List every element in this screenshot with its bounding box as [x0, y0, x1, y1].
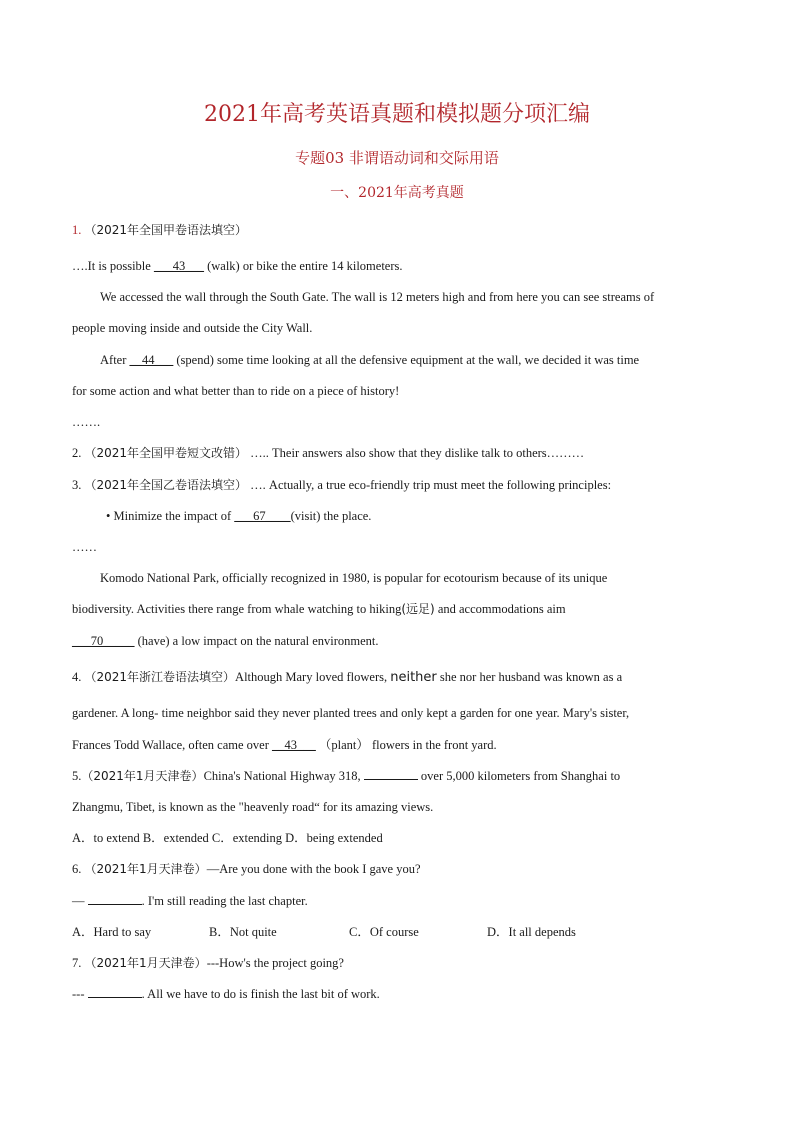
answer-blank-43[interactable]: ___43___	[153, 259, 204, 273]
question-2: 2. （2021年全国甲卷短文改错） ….. Their answers also show that they dislike talk to others………	[72, 446, 585, 460]
question-1-line: people moving inside and outside the City Wall.	[72, 321, 313, 335]
question-3: 3. （2021年全国乙卷语法填空） …. Actually, a true eco-friendly trip must meet the following principles:	[72, 478, 612, 492]
question-3-bullet: • Minimize the impact of ___67____(visit) the place.	[106, 509, 372, 523]
question-3-line: biodiversity. Activities there range from whale watching to hiking(远足) and accommodations aim	[72, 602, 566, 616]
ellipsis: …….	[72, 415, 101, 429]
question-5: 5.（2021年1月天津卷）China's National Highway 318, over 5,000 kilometers from Shanghai to	[72, 769, 621, 783]
question-3-line: Komodo National Park, officially recognized in 1980, is popular for ecotourism because of its unique	[100, 571, 608, 585]
question-1-line: We accessed the wall through the South Gate. The wall is 12 meters high and from here you can see streams of	[100, 290, 655, 304]
question-number: 2.	[72, 446, 82, 460]
question-4: 4. （2021年浙江卷语法填空）Although Mary loved flowers, neither she nor her husband was known as a	[72, 670, 623, 685]
option-a[interactable]: A．Hard to say	[72, 925, 152, 939]
answer-blank-70[interactable]: ___70_____	[72, 634, 135, 648]
question-source: （2021年全国甲卷语法填空）	[84, 223, 248, 237]
section-heading: 一、2021年高考真题	[330, 185, 464, 201]
question-7: 7. （2021年1月天津卷）---How's the project going?	[72, 956, 344, 970]
question-4-line: gardener. A long- time neighbor said they never planted trees and only kept a garden for one year. Mary's sister,	[72, 706, 630, 720]
question-number: 4.	[72, 670, 82, 684]
option-c[interactable]: C．Of course	[349, 925, 419, 939]
answer-blank-44[interactable]: __44___	[129, 353, 174, 367]
question-source: （2021年1月天津卷）	[84, 862, 207, 876]
question-1-line: ….It is possible ___43___ (walk) or bike the entire 14 kilometers.	[72, 259, 403, 273]
topic-subtitle: 专题03 非谓语动词和交际用语	[295, 149, 499, 167]
question-number: 7.	[72, 956, 82, 970]
question-source: （2021年全国乙卷语法填空）	[84, 478, 248, 492]
option-d[interactable]: D．It all depends	[487, 925, 576, 939]
question-7-line: --- . All we have to do is finish the last bit of work.	[72, 987, 380, 1001]
question-source: （2021年浙江卷语法填空）	[84, 670, 236, 684]
question-number: 5.	[72, 769, 82, 783]
question-6-options	[72, 923, 734, 941]
question-1-line: for some action and what better than to ride on a piece of history!	[72, 384, 400, 398]
answer-blank[interactable]	[364, 767, 418, 780]
question-4-line: Frances Todd Wallace, often came over __43___ （plant） flowers in the front yard.	[72, 738, 497, 752]
question-1-line: After __44___ (spend) some time looking at all the defensive equipment at the wall, we decided it was time	[100, 353, 640, 367]
question-3-line: ___70_____ (have) a low impact on the natural environment.	[72, 634, 379, 648]
ellipsis: ……	[72, 540, 97, 554]
answer-blank[interactable]	[88, 985, 142, 998]
answer-blank-43[interactable]: __43___	[272, 738, 316, 752]
answer-blank-67[interactable]: ___67____	[234, 509, 291, 523]
question-source: （2021年1月天津卷）	[84, 956, 207, 970]
answer-blank[interactable]	[88, 892, 142, 905]
question-number: 3.	[72, 478, 82, 492]
option-b[interactable]: B．Not quite	[209, 925, 277, 939]
question-number: 1.	[72, 223, 82, 237]
document-title: 2021年高考英语真题和模拟题分项汇编	[204, 102, 590, 127]
question-5-options: A．to extend B．extended C．extending D．being extended	[72, 831, 383, 845]
question-source: （2021年1月天津卷）	[81, 769, 204, 783]
question-6: 6. （2021年1月天津卷）—Are you done with the book I gave you?	[72, 862, 421, 876]
question-number: 6.	[72, 862, 82, 876]
question-5-line: Zhangmu, Tibet, is known as the "heavenly road“ for its amazing views.	[72, 800, 434, 814]
question-1-header	[72, 221, 734, 239]
question-6-line: — . I'm still reading the last chapter.	[72, 894, 308, 908]
question-source: （2021年全国甲卷短文改错）	[84, 446, 248, 460]
